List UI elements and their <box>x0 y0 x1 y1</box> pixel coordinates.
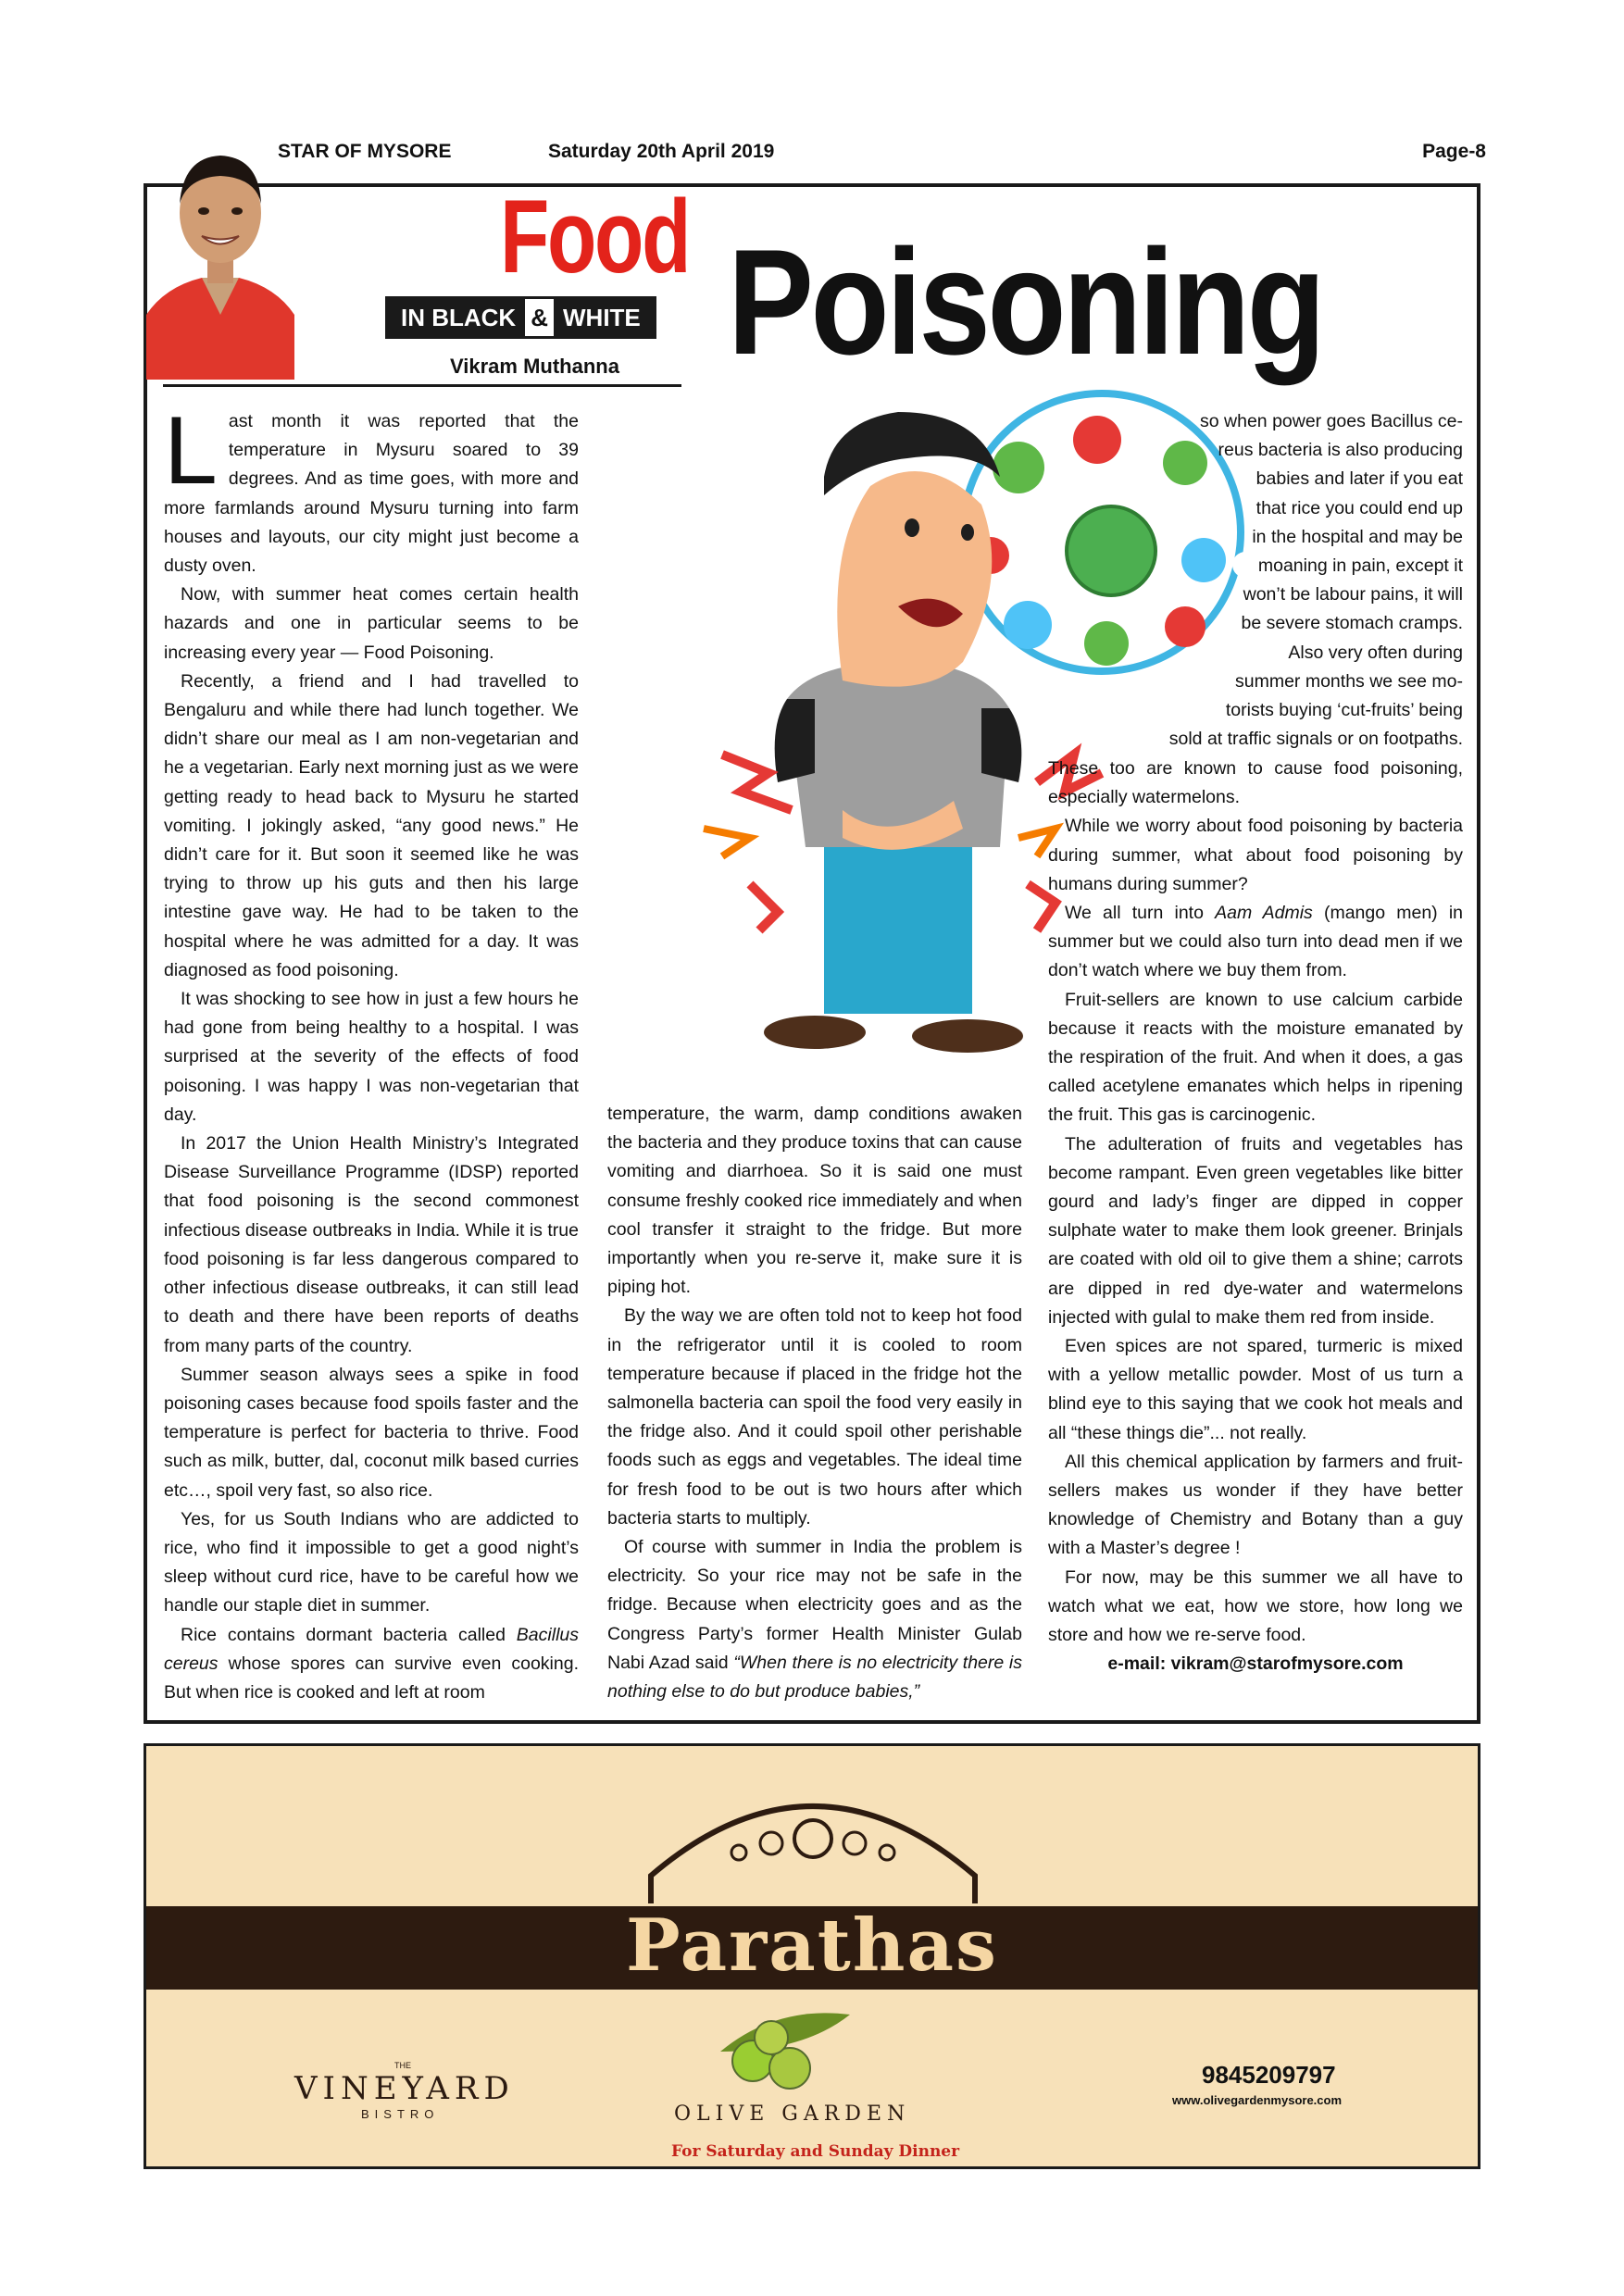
paragraph: temperature, the warm, damp conditions awaken the bacteria and they produce toxins that can cause vomiting and diarrhoea. So it is said one must consume freshly cooked rice immediately and when cool transfer it straight to the fridge. But more importantly when you re-serve it, make sure it is piping hot. <box>607 1104 1022 1298</box>
paragraph: Yes, for us South Indians who are addicted to rice, who find it impossible to get a good night’s sleep without curd rice, have to be careful how we handle our staple diet in summer. <box>164 1508 579 1616</box>
paragraph: We all turn into Aam Admis (mango men) in summer but we could also turn into dead men if we don’t watch where we buy them from. <box>1048 903 1464 981</box>
paragraph: It was shocking to see how in just a few hours he had gone from being healthy to a hospital. I was surprised at the severity of the effects of food poisoning. I was happy I was non-vegetarian that day. <box>164 989 579 1125</box>
paragraph: Fruit-sellers are known to use calcium carbide because it reacts with the moisture emanated by the respiration of the fruit. And when it does, a gas called acetylene emanates which helps in ripening the fruit. This gas is carcinogenic. <box>1048 989 1463 1126</box>
paragraph: The adulteration of fruits and vegetables has become rampant. Even green vegetables like bitter gourd and lady’s finger are dipped in copper sulphate water to make them look greener. Brinjals are coated with old oil to give them a shine; carrots are dipped in red dye-water and watermelons injected with gulal to make them red from inside. <box>1048 1133 1463 1328</box>
author-email: e-mail: vikram@starofmysore.com <box>1107 1653 1404 1675</box>
vineyard-the: THE <box>394 2061 411 2070</box>
drop-cap: L <box>164 397 218 505</box>
ad-title: Parathas <box>626 1903 998 1988</box>
issue-date: Saturday 20th April 2019 <box>548 141 775 162</box>
advertisement <box>144 1743 1480 2169</box>
text-line: sold at traffic signals or on footpaths. <box>1168 729 1463 750</box>
paragraph: Recently, a friend and I had travelled to Bengaluru and while there had lunch together. We didn’t share our meal as I am non-vegetarian and he a vegetarian. Early next morning just as we were getting ready to head back to Mysuru he started vomiting. I jokingly asked, “any good news.” He didn’t care for it. But soon it seemed like he was trying to throw up his guts and then his large intestine gave way. He had to be taken to the hospital where he was admitted for a day. It was diagnosed as food poisoning. <box>164 670 579 980</box>
paper-name: STAR OF MYSORE <box>278 141 452 162</box>
article-column-3-wrap <box>1048 407 1463 754</box>
page-header <box>278 139 1486 167</box>
byline: Vikram Muthanna <box>450 355 619 378</box>
article-column-2 <box>607 1100 1022 1706</box>
paragraph: These too are known to cause food poisoning, especially watermelons. <box>1048 758 1463 808</box>
column-badge <box>385 296 656 339</box>
paragraph: All this chemical application by farmers and fruit-sellers makes us wonder if they have better knowledge of Chemistry and Botany than a guy with a Master’s degree ! <box>1048 1451 1463 1559</box>
phone-number: 9845209797 <box>1202 2061 1336 2089</box>
olive-garden-logo: OLIVE GARDEN <box>674 2103 911 2126</box>
ornament-icon <box>632 1765 993 1903</box>
article-column-1 <box>164 397 579 1707</box>
paragraph: In 2017 the Union Health Ministry’s Integrated Disease Surveillance Programme (IDSP) reported that food poisoning is the second commonest infectious disease outbreaks in India. While it is true food poisoning is far less dangerous compared to other infectious disease outbreaks, it can still lead to death and there have been reports of deaths from many parts of the country. <box>164 1133 579 1356</box>
column-badge-amp: & <box>531 303 548 331</box>
text-line: in the hospital and may be <box>1252 526 1463 547</box>
paragraph: Summer season always sees a spike in food poisoning cases because food spoils faster and the temperature is perfect for bacteria to thrive. Food such as milk, butter, dal, coconut milk based curries etc…, spoil very fast, so also rice. <box>164 1364 579 1501</box>
text-line: be severe stomach cramps. <box>1241 613 1463 634</box>
title-food: Food <box>500 179 690 294</box>
text-line: summer months we see mo- <box>1235 670 1463 692</box>
paragraph: By the way we are often told not to keep hot food in the refrigerator until it is cooled to room temperature because if placed in the fridge hot the salmonella bacteria can spoil the food very easily in the fridge also. And it could spoil other perishable foods such as eggs and vegetables. The ideal time for fresh food to be out is two hours after which bacteria starts to multiply. <box>607 1305 1022 1529</box>
article-column-3 <box>1048 755 1463 1679</box>
text-line: babies and later if you eat <box>1255 468 1463 490</box>
paragraph: Last month it was reported that the temperature in Mysuru soared to 39 degrees. And as time goes, with more and more farmlands around Mysuru turning into farm houses and layouts, our city might just become a dusty oven. <box>164 397 579 577</box>
page-number: Page-8 <box>1422 141 1486 162</box>
paragraph: For now, may be this summer we all have to watch what we eat, how we store, how long we store and how we re-serve food. <box>1048 1566 1463 1646</box>
paragraph: Rice contains dormant bacteria called Bacillus cereus whose spores can survive even cooking. But when rice is cooked and left at room <box>164 1624 579 1703</box>
olive-garden-subtitle: For Saturday and Sunday Dinner <box>671 2142 960 2161</box>
text-line: won’t be labour pains, it will <box>1243 584 1463 605</box>
text-line: torists buying ‘cut-fruits’ being <box>1225 699 1463 720</box>
column-badge-white: WHITE <box>554 299 654 336</box>
column-badge-black: IN BLACK <box>388 299 525 336</box>
text-line: Also very often during <box>1288 642 1463 663</box>
paragraph: Even spices are not spared, turmeric is mixed with a yellow metallic powder. Most of us turn a blind eye to this saying that we cook hot meals and all “these things die”... not really. <box>1048 1336 1463 1443</box>
paragraph: Of course with summer in India the problem is electricity. So your rice may not be safe in the fridge. Because when electricity goes and as the Congress Party’s former Health Minister Gulab Nabi Azad said “When there is no electricity there is nothing else to do but produce babies,” <box>607 1537 1022 1703</box>
text-line: that rice you could end up <box>1255 497 1463 518</box>
title-poisoning: Poisoning <box>728 218 1323 386</box>
text-line: moaning in pain, except it <box>1257 555 1463 576</box>
olive-icon <box>702 1996 859 2098</box>
website: www.olivegardenmysore.com <box>1172 2093 1343 2107</box>
text-line: so when power goes Bacillus ce- <box>1200 411 1463 431</box>
paragraph: While we worry about food poisoning by bacteria during summer, what about food poisoning by humans during summer? <box>1048 816 1463 894</box>
paragraph: Now, with summer heat comes certain health hazards and one in particular seems to be increasing every year — Food Poisoning. <box>164 584 579 663</box>
text-line: reus bacteria is also producing <box>1218 440 1463 461</box>
vineyard-logo: VINEYARD <box>294 2070 515 2107</box>
vineyard-subtitle: BISTRO <box>361 2107 440 2121</box>
columnist-photo <box>146 130 294 380</box>
